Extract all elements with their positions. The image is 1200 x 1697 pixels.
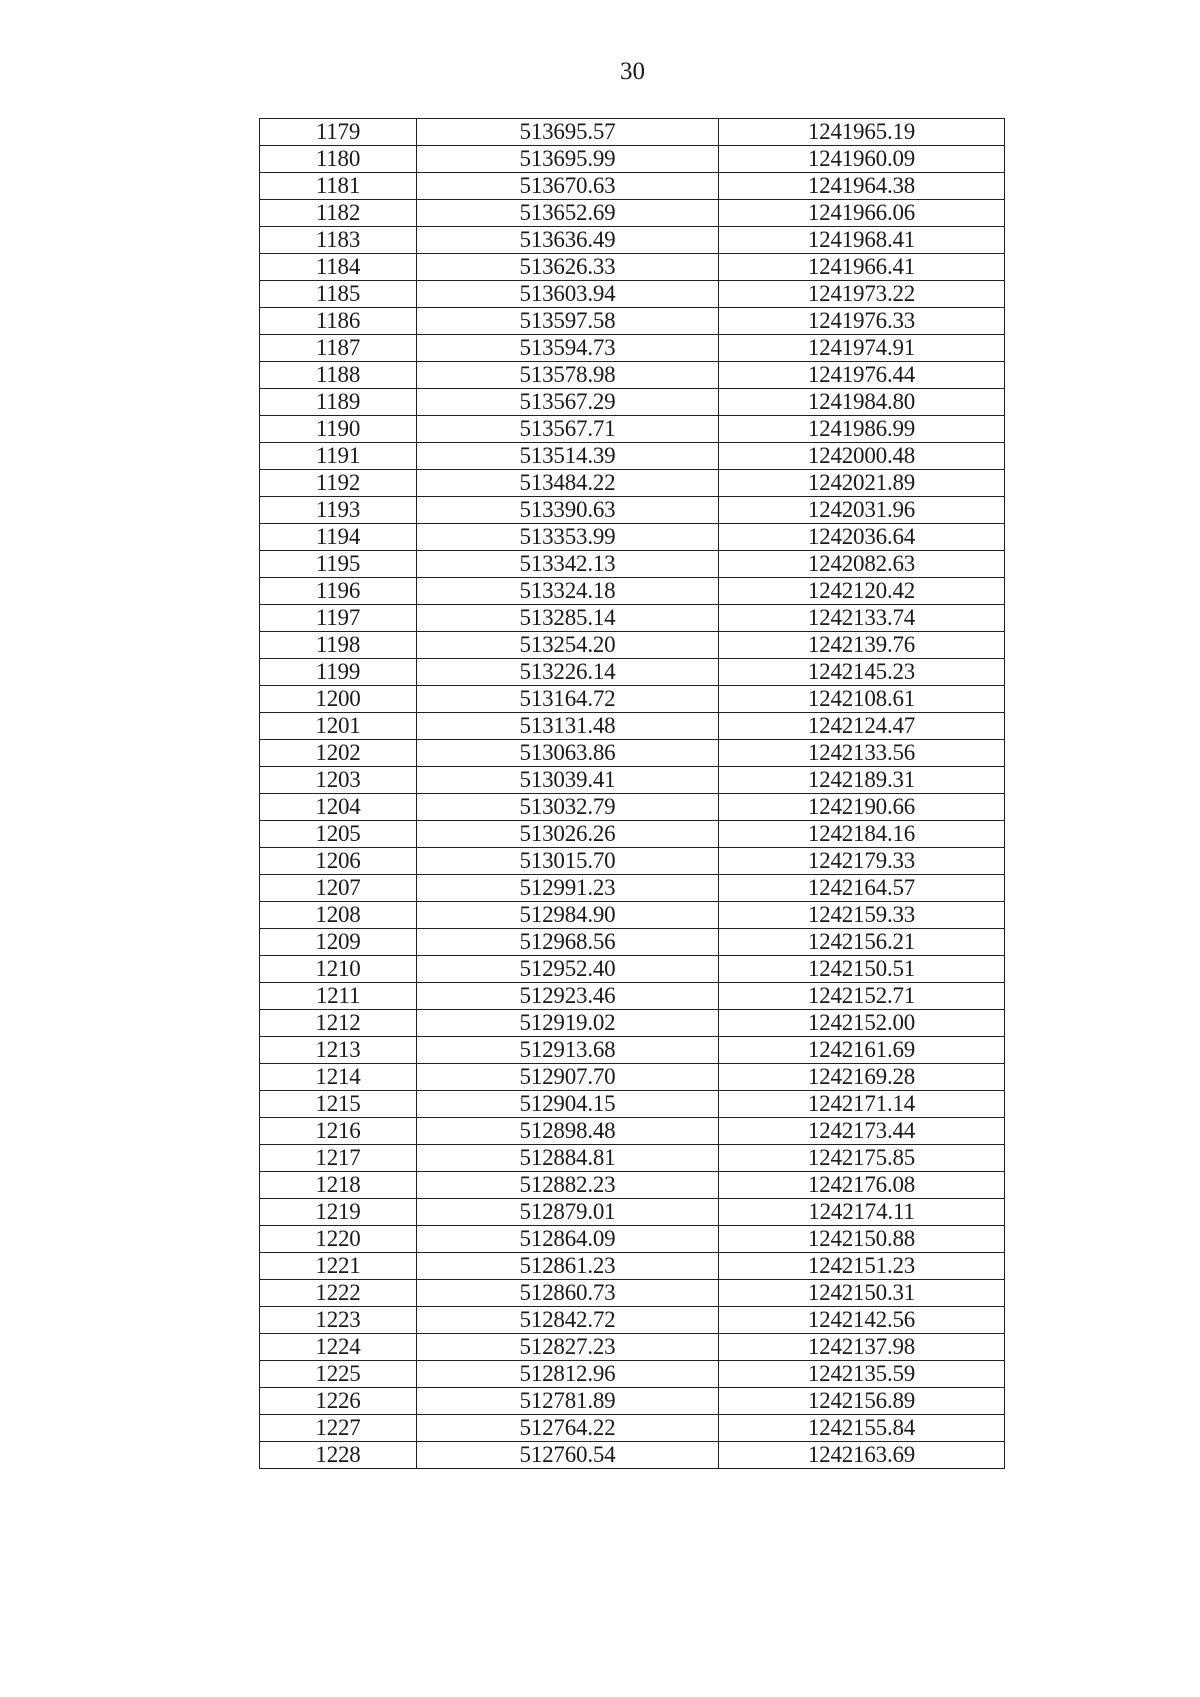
x-coordinate-cell: 512919.02 <box>417 1010 719 1037</box>
y-coordinate-cell: 1242174.11 <box>719 1199 1005 1226</box>
point-number-cell: 1203 <box>260 767 417 794</box>
table-row <box>260 1010 1005 1037</box>
x-coordinate-cell: 513695.99 <box>417 146 719 173</box>
y-coordinate-cell: 1241976.44 <box>719 362 1005 389</box>
x-coordinate-cell: 513026.26 <box>417 821 719 848</box>
table-row <box>260 1172 1005 1199</box>
table-row <box>260 605 1005 632</box>
y-coordinate-cell: 1242108.61 <box>719 686 1005 713</box>
y-coordinate-cell: 1242124.47 <box>719 713 1005 740</box>
point-number-cell: 1224 <box>260 1334 417 1361</box>
y-coordinate-cell: 1242176.08 <box>719 1172 1005 1199</box>
x-coordinate-cell: 513652.69 <box>417 200 719 227</box>
y-coordinate-cell: 1242142.56 <box>719 1307 1005 1334</box>
table-row <box>260 1442 1005 1469</box>
point-number-cell: 1206 <box>260 848 417 875</box>
table-row <box>260 497 1005 524</box>
y-coordinate-cell: 1242036.64 <box>719 524 1005 551</box>
x-coordinate-cell: 512913.68 <box>417 1037 719 1064</box>
y-coordinate-cell: 1242175.85 <box>719 1145 1005 1172</box>
table-row <box>260 902 1005 929</box>
y-coordinate-cell: 1242082.63 <box>719 551 1005 578</box>
x-coordinate-cell: 512781.89 <box>417 1388 719 1415</box>
x-coordinate-cell: 513695.57 <box>417 119 719 146</box>
point-number-cell: 1218 <box>260 1172 417 1199</box>
y-coordinate-cell: 1242021.89 <box>719 470 1005 497</box>
y-coordinate-cell: 1242164.57 <box>719 875 1005 902</box>
x-coordinate-cell: 513131.48 <box>417 713 719 740</box>
y-coordinate-cell: 1242155.84 <box>719 1415 1005 1442</box>
y-coordinate-cell: 1241973.22 <box>719 281 1005 308</box>
x-coordinate-cell: 513567.29 <box>417 389 719 416</box>
x-coordinate-cell: 512860.73 <box>417 1280 719 1307</box>
point-number-cell: 1219 <box>260 1199 417 1226</box>
point-number-cell: 1212 <box>260 1010 417 1037</box>
y-coordinate-cell: 1241960.09 <box>719 146 1005 173</box>
point-number-cell: 1198 <box>260 632 417 659</box>
x-coordinate-cell: 512907.70 <box>417 1064 719 1091</box>
point-number-cell: 1205 <box>260 821 417 848</box>
table-row <box>260 119 1005 146</box>
y-coordinate-cell: 1242173.44 <box>719 1118 1005 1145</box>
table-row <box>260 578 1005 605</box>
x-coordinate-cell: 512923.46 <box>417 983 719 1010</box>
table-row <box>260 1307 1005 1334</box>
table-row <box>260 767 1005 794</box>
y-coordinate-cell: 1242139.76 <box>719 632 1005 659</box>
x-coordinate-cell: 513594.73 <box>417 335 719 362</box>
point-number-cell: 1225 <box>260 1361 417 1388</box>
y-coordinate-cell: 1242150.88 <box>719 1226 1005 1253</box>
table-row <box>260 1253 1005 1280</box>
point-number-cell: 1182 <box>260 200 417 227</box>
y-coordinate-cell: 1241965.19 <box>719 119 1005 146</box>
x-coordinate-cell: 512764.22 <box>417 1415 719 1442</box>
point-number-cell: 1213 <box>260 1037 417 1064</box>
point-number-cell: 1199 <box>260 659 417 686</box>
y-coordinate-cell: 1242145.23 <box>719 659 1005 686</box>
table-row <box>260 146 1005 173</box>
point-number-cell: 1215 <box>260 1091 417 1118</box>
y-coordinate-cell: 1242152.00 <box>719 1010 1005 1037</box>
x-coordinate-cell: 512968.56 <box>417 929 719 956</box>
point-number-cell: 1190 <box>260 416 417 443</box>
point-number-cell: 1200 <box>260 686 417 713</box>
table-row <box>260 389 1005 416</box>
x-coordinate-cell: 513254.20 <box>417 632 719 659</box>
x-coordinate-cell: 512952.40 <box>417 956 719 983</box>
x-coordinate-cell: 512760.54 <box>417 1442 719 1469</box>
point-number-cell: 1184 <box>260 254 417 281</box>
table-row <box>260 1361 1005 1388</box>
table-row <box>260 1388 1005 1415</box>
table-row <box>260 1037 1005 1064</box>
table-row <box>260 632 1005 659</box>
table-row <box>260 551 1005 578</box>
table-row <box>260 659 1005 686</box>
y-coordinate-cell: 1242159.33 <box>719 902 1005 929</box>
x-coordinate-cell: 512827.23 <box>417 1334 719 1361</box>
x-coordinate-cell: 513039.41 <box>417 767 719 794</box>
point-number-cell: 1207 <box>260 875 417 902</box>
x-coordinate-cell: 513636.49 <box>417 227 719 254</box>
x-coordinate-cell: 513626.33 <box>417 254 719 281</box>
y-coordinate-cell: 1242151.23 <box>719 1253 1005 1280</box>
y-coordinate-cell: 1242163.69 <box>719 1442 1005 1469</box>
point-number-cell: 1191 <box>260 443 417 470</box>
x-coordinate-cell: 512984.90 <box>417 902 719 929</box>
table-row <box>260 1334 1005 1361</box>
point-number-cell: 1194 <box>260 524 417 551</box>
x-coordinate-cell: 512884.81 <box>417 1145 719 1172</box>
table-row <box>260 929 1005 956</box>
table-row <box>260 740 1005 767</box>
x-coordinate-cell: 512842.72 <box>417 1307 719 1334</box>
table-row <box>260 848 1005 875</box>
x-coordinate-cell: 513567.71 <box>417 416 719 443</box>
x-coordinate-cell: 512861.23 <box>417 1253 719 1280</box>
point-number-cell: 1227 <box>260 1415 417 1442</box>
table-row <box>260 416 1005 443</box>
x-coordinate-cell: 512864.09 <box>417 1226 719 1253</box>
table-row <box>260 875 1005 902</box>
table-row <box>260 1199 1005 1226</box>
x-coordinate-cell: 513353.99 <box>417 524 719 551</box>
x-coordinate-cell: 513324.18 <box>417 578 719 605</box>
point-number-cell: 1209 <box>260 929 417 956</box>
table-row <box>260 956 1005 983</box>
table-row <box>260 362 1005 389</box>
x-coordinate-cell: 512904.15 <box>417 1091 719 1118</box>
point-number-cell: 1187 <box>260 335 417 362</box>
y-coordinate-cell: 1241964.38 <box>719 173 1005 200</box>
point-number-cell: 1186 <box>260 308 417 335</box>
point-number-cell: 1211 <box>260 983 417 1010</box>
table-row <box>260 443 1005 470</box>
y-coordinate-cell: 1242000.48 <box>719 443 1005 470</box>
table-row <box>260 686 1005 713</box>
point-number-cell: 1193 <box>260 497 417 524</box>
y-coordinate-cell: 1241976.33 <box>719 308 1005 335</box>
y-coordinate-cell: 1242184.16 <box>719 821 1005 848</box>
point-number-cell: 1204 <box>260 794 417 821</box>
point-number-cell: 1196 <box>260 578 417 605</box>
table-row <box>260 1280 1005 1307</box>
y-coordinate-cell: 1242156.21 <box>719 929 1005 956</box>
table-row <box>260 470 1005 497</box>
table-row <box>260 1415 1005 1442</box>
x-coordinate-cell: 513015.70 <box>417 848 719 875</box>
y-coordinate-cell: 1242189.31 <box>719 767 1005 794</box>
point-number-cell: 1216 <box>260 1118 417 1145</box>
y-coordinate-cell: 1241966.06 <box>719 200 1005 227</box>
y-coordinate-cell: 1242133.56 <box>719 740 1005 767</box>
table-row <box>260 794 1005 821</box>
y-coordinate-cell: 1241968.41 <box>719 227 1005 254</box>
page-number: 30 <box>620 58 645 85</box>
point-number-cell: 1228 <box>260 1442 417 1469</box>
y-coordinate-cell: 1242133.74 <box>719 605 1005 632</box>
coordinates-table <box>259 118 1005 1469</box>
point-number-cell: 1210 <box>260 956 417 983</box>
point-number-cell: 1188 <box>260 362 417 389</box>
point-number-cell: 1195 <box>260 551 417 578</box>
x-coordinate-cell: 513514.39 <box>417 443 719 470</box>
point-number-cell: 1185 <box>260 281 417 308</box>
y-coordinate-cell: 1242137.98 <box>719 1334 1005 1361</box>
x-coordinate-cell: 512882.23 <box>417 1172 719 1199</box>
table-row <box>260 821 1005 848</box>
y-coordinate-cell: 1242150.31 <box>719 1280 1005 1307</box>
x-coordinate-cell: 513063.86 <box>417 740 719 767</box>
table-row <box>260 200 1005 227</box>
point-number-cell: 1221 <box>260 1253 417 1280</box>
point-number-cell: 1180 <box>260 146 417 173</box>
point-number-cell: 1217 <box>260 1145 417 1172</box>
y-coordinate-cell: 1241986.99 <box>719 416 1005 443</box>
table-row <box>260 1226 1005 1253</box>
x-coordinate-cell: 512991.23 <box>417 875 719 902</box>
point-number-cell: 1192 <box>260 470 417 497</box>
table-row <box>260 308 1005 335</box>
table-row <box>260 227 1005 254</box>
table-row <box>260 254 1005 281</box>
point-number-cell: 1197 <box>260 605 417 632</box>
point-number-cell: 1179 <box>260 119 417 146</box>
point-number-cell: 1202 <box>260 740 417 767</box>
table-row <box>260 281 1005 308</box>
y-coordinate-cell: 1242150.51 <box>719 956 1005 983</box>
y-coordinate-cell: 1241966.41 <box>719 254 1005 281</box>
x-coordinate-cell: 513285.14 <box>417 605 719 632</box>
point-number-cell: 1181 <box>260 173 417 200</box>
point-number-cell: 1183 <box>260 227 417 254</box>
x-coordinate-cell: 513670.63 <box>417 173 719 200</box>
y-coordinate-cell: 1242169.28 <box>719 1064 1005 1091</box>
table-row <box>260 1091 1005 1118</box>
point-number-cell: 1201 <box>260 713 417 740</box>
table-row <box>260 173 1005 200</box>
point-number-cell: 1222 <box>260 1280 417 1307</box>
x-coordinate-cell: 513603.94 <box>417 281 719 308</box>
table-row <box>260 1145 1005 1172</box>
point-number-cell: 1214 <box>260 1064 417 1091</box>
point-number-cell: 1226 <box>260 1388 417 1415</box>
x-coordinate-cell: 513032.79 <box>417 794 719 821</box>
y-coordinate-cell: 1241984.80 <box>719 389 1005 416</box>
point-number-cell: 1189 <box>260 389 417 416</box>
y-coordinate-cell: 1242156.89 <box>719 1388 1005 1415</box>
coordinates-table-body <box>260 119 1005 1469</box>
y-coordinate-cell: 1242135.59 <box>719 1361 1005 1388</box>
x-coordinate-cell: 513597.58 <box>417 308 719 335</box>
point-number-cell: 1223 <box>260 1307 417 1334</box>
x-coordinate-cell: 512812.96 <box>417 1361 719 1388</box>
x-coordinate-cell: 513164.72 <box>417 686 719 713</box>
x-coordinate-cell: 512879.01 <box>417 1199 719 1226</box>
y-coordinate-cell: 1242171.14 <box>719 1091 1005 1118</box>
table-row <box>260 713 1005 740</box>
table-row <box>260 983 1005 1010</box>
y-coordinate-cell: 1241974.91 <box>719 335 1005 362</box>
point-number-cell: 1220 <box>260 1226 417 1253</box>
table-row <box>260 524 1005 551</box>
point-number-cell: 1208 <box>260 902 417 929</box>
y-coordinate-cell: 1242161.69 <box>719 1037 1005 1064</box>
table-row <box>260 335 1005 362</box>
y-coordinate-cell: 1242152.71 <box>719 983 1005 1010</box>
y-coordinate-cell: 1242190.66 <box>719 794 1005 821</box>
y-coordinate-cell: 1242120.42 <box>719 578 1005 605</box>
x-coordinate-cell: 512898.48 <box>417 1118 719 1145</box>
x-coordinate-cell: 513390.63 <box>417 497 719 524</box>
table-row <box>260 1118 1005 1145</box>
y-coordinate-cell: 1242179.33 <box>719 848 1005 875</box>
x-coordinate-cell: 513342.13 <box>417 551 719 578</box>
y-coordinate-cell: 1242031.96 <box>719 497 1005 524</box>
x-coordinate-cell: 513484.22 <box>417 470 719 497</box>
x-coordinate-cell: 513226.14 <box>417 659 719 686</box>
x-coordinate-cell: 513578.98 <box>417 362 719 389</box>
table-row <box>260 1064 1005 1091</box>
